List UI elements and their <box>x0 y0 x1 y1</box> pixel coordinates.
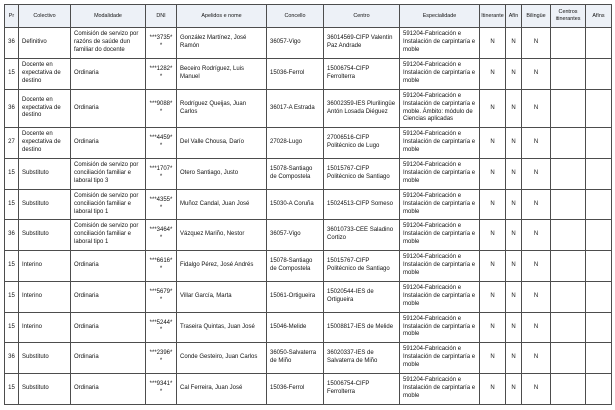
cell-modalidade: Ordinaria <box>71 312 146 343</box>
cell-centro: 15015767-CIFP Politécnico de Santiago <box>324 159 400 190</box>
cell-apelidos-e-nome: Del Valle Chousa, Darío <box>177 128 267 159</box>
cell-concello: 15061-Ortigueira <box>267 281 324 312</box>
table-row <box>5 58 612 89</box>
cell-concello: 15046-Melide <box>267 312 324 343</box>
cell-especialidade: 591204-Fabricación e Instalación de carpintaría e moble <box>400 374 480 405</box>
cell-dni: ***6616** <box>146 251 177 282</box>
table-row <box>5 189 612 220</box>
cell-especialidade: 591204-Fabricación e Instalación de carpintaría e moble <box>400 58 480 89</box>
cell-concello: 36057-Vigo <box>267 28 324 59</box>
cell-bilingue: N <box>522 89 551 128</box>
cell-dni: ***3735** <box>146 28 177 59</box>
cell-modalidade: Ordinaria <box>71 374 146 405</box>
cell-afin: N <box>506 281 522 312</box>
cell-pr: 15 <box>5 58 19 89</box>
cell-concello: 36050-Salvaterra de Miño <box>267 343 324 374</box>
cell-especialidade: 591204-Fabricación e Instalación de carpintaría e moble <box>400 28 480 59</box>
column-header-afin: Afín <box>506 5 522 28</box>
cell-centro: 15015767-CIFP Politécnico de Santiago <box>324 251 400 282</box>
cell-itinerante: N <box>480 28 506 59</box>
cell-colectivo: Interino <box>19 312 71 343</box>
table-body <box>5 28 612 405</box>
cell-centros-itinerantes <box>551 374 586 405</box>
column-header-centro: Centro <box>324 5 400 28</box>
cell-centros-itinerantes <box>551 189 586 220</box>
table-row <box>5 89 612 128</box>
cell-colectivo: Interino <box>19 251 71 282</box>
cell-colectivo: Docente en expectativa de destino <box>19 58 71 89</box>
cell-modalidade: Comisión de servizo por conciliación familiar e laboral tipo 1 <box>71 189 146 220</box>
cell-bilingue: N <box>522 281 551 312</box>
table-row <box>5 281 612 312</box>
header-row <box>5 5 612 28</box>
cell-afins <box>586 89 612 128</box>
column-header-concello: Concello <box>267 5 324 28</box>
cell-centros-itinerantes <box>551 343 586 374</box>
cell-pr: 15 <box>5 281 19 312</box>
cell-afin: N <box>506 89 522 128</box>
cell-modalidade: Ordinaria <box>71 89 146 128</box>
cell-afins <box>586 189 612 220</box>
cell-itinerante: N <box>480 128 506 159</box>
cell-especialidade: 591204-Fabricación e Instalación de carpintaría e moble <box>400 343 480 374</box>
cell-pr: 36 <box>5 89 19 128</box>
cell-afin: N <box>506 220 522 251</box>
cell-colectivo: Substituto <box>19 220 71 251</box>
table-row <box>5 343 612 374</box>
cell-centros-itinerantes <box>551 220 586 251</box>
cell-modalidade: Comisión de servizo por conciliación familiar e laboral tipo 1 <box>71 220 146 251</box>
cell-modalidade: Ordinaria <box>71 343 146 374</box>
column-header-itinerante: Itinerante <box>480 5 506 28</box>
cell-itinerante: N <box>480 189 506 220</box>
cell-bilingue: N <box>522 343 551 374</box>
cell-apelidos-e-nome: Beceiro Rodríguez, Luis Manuel <box>177 58 267 89</box>
column-header-centros-itinerantes: Centros itinerantes <box>551 5 586 28</box>
cell-itinerante: N <box>480 159 506 190</box>
cell-centros-itinerantes <box>551 312 586 343</box>
cell-pr: 36 <box>5 28 19 59</box>
cell-centros-itinerantes <box>551 128 586 159</box>
cell-itinerante: N <box>480 220 506 251</box>
cell-centro: 15006754-CIFP Ferrolterra <box>324 374 400 405</box>
cell-centro: 27006516-CIFP Politécnico de Lugo <box>324 128 400 159</box>
cell-centros-itinerantes <box>551 89 586 128</box>
cell-afin: N <box>506 374 522 405</box>
cell-pr: 15 <box>5 251 19 282</box>
cell-apelidos-e-nome: González Martínez, José Ramón <box>177 28 267 59</box>
cell-itinerante: N <box>480 281 506 312</box>
cell-afins <box>586 128 612 159</box>
cell-colectivo: Docente en expectativa de destino <box>19 128 71 159</box>
cell-pr: 15 <box>5 312 19 343</box>
cell-centro: 36002359-IES Plurilingüe Antón Losada Diéguez <box>324 89 400 128</box>
cell-especialidade: 591204-Fabricación e Instalación de carpintaría e moble. Ámbito: módulo de Ciencias aplicadas <box>400 89 480 128</box>
cell-centro: 36014569-CIFP Valentín Paz Andrade <box>324 28 400 59</box>
cell-concello: 15030-A Coruña <box>267 189 324 220</box>
cell-pr: 15 <box>5 189 19 220</box>
cell-concello: 36017-A Estrada <box>267 89 324 128</box>
cell-afin: N <box>506 159 522 190</box>
cell-concello: 15036-Ferrol <box>267 374 324 405</box>
cell-afin: N <box>506 128 522 159</box>
table-row <box>5 220 612 251</box>
table-row <box>5 159 612 190</box>
cell-dni: ***3464** <box>146 220 177 251</box>
column-header-apelidos-e-nome: Apelidos e nome <box>177 5 267 28</box>
cell-especialidade: 591204-Fabricación e Instalación de carpintaría e moble <box>400 220 480 251</box>
column-header-bilingue: Bilingüe <box>522 5 551 28</box>
cell-especialidade: 591204-Fabricación e Instalación de carpintaría e moble <box>400 189 480 220</box>
cell-especialidade: 591204-Fabricación e Instalación de carpintaría e moble <box>400 128 480 159</box>
cell-afins <box>586 220 612 251</box>
cell-dni: ***1707** <box>146 159 177 190</box>
cell-bilingue: N <box>522 189 551 220</box>
cell-centro: 15020544-IES de Ortigueira <box>324 281 400 312</box>
cell-afin: N <box>506 189 522 220</box>
table-row <box>5 28 612 59</box>
cell-concello: 15036-Ferrol <box>267 58 324 89</box>
cell-bilingue: N <box>522 251 551 282</box>
cell-dni: ***1282** <box>146 58 177 89</box>
column-header-afins: Afíns <box>586 5 612 28</box>
cell-centro: 15008817-IES de Melide <box>324 312 400 343</box>
cell-afin: N <box>506 251 522 282</box>
cell-especialidade: 591204-Fabricación e Instalación de carpintaría e moble <box>400 281 480 312</box>
cell-apelidos-e-nome: Villar García, Marta <box>177 281 267 312</box>
cell-apelidos-e-nome: Vázquez Mariño, Nestor <box>177 220 267 251</box>
cell-centros-itinerantes <box>551 159 586 190</box>
cell-centros-itinerantes <box>551 58 586 89</box>
cell-modalidade: Ordinaria <box>71 281 146 312</box>
column-header-modalidade: Modalidade <box>71 5 146 28</box>
cell-itinerante: N <box>480 58 506 89</box>
cell-dni: ***5679** <box>146 281 177 312</box>
cell-afins <box>586 281 612 312</box>
cell-concello: 27028-Lugo <box>267 128 324 159</box>
cell-dni: ***4459** <box>146 128 177 159</box>
cell-pr: 27 <box>5 128 19 159</box>
cell-afin: N <box>506 28 522 59</box>
cell-bilingue: N <box>522 312 551 343</box>
cell-afins <box>586 28 612 59</box>
cell-apelidos-e-nome: Muñoz Candal, Juan José <box>177 189 267 220</box>
cell-centros-itinerantes <box>551 251 586 282</box>
cell-dni: ***2396** <box>146 343 177 374</box>
cell-itinerante: N <box>480 251 506 282</box>
cell-dni: ***9088** <box>146 89 177 128</box>
cell-afins <box>586 374 612 405</box>
cell-afins <box>586 343 612 374</box>
table-row <box>5 312 612 343</box>
table-header <box>5 5 612 28</box>
cell-modalidade: Ordinaria <box>71 128 146 159</box>
cell-centro: 36020337-IES de Salvaterra de Miño <box>324 343 400 374</box>
cell-bilingue: N <box>522 374 551 405</box>
cell-apelidos-e-nome: Fidalgo Pérez, José Andrés <box>177 251 267 282</box>
cell-apelidos-e-nome: Cal Ferreira, Juan José <box>177 374 267 405</box>
cell-afins <box>586 159 612 190</box>
assignments-table <box>4 4 612 405</box>
cell-afin: N <box>506 312 522 343</box>
cell-colectivo: Substituto <box>19 159 71 190</box>
column-header-pr: Pr <box>5 5 19 28</box>
cell-modalidade: Comisión de servizo por conciliación familiar e laboral tipo 3 <box>71 159 146 190</box>
cell-bilingue: N <box>522 159 551 190</box>
cell-afins <box>586 312 612 343</box>
cell-colectivo: Definitivo <box>19 28 71 59</box>
cell-bilingue: N <box>522 128 551 159</box>
cell-centro: 15024513-CIFP Someso <box>324 189 400 220</box>
table-row <box>5 374 612 405</box>
cell-apelidos-e-nome: Conde Gesteiro, Juan Carlos <box>177 343 267 374</box>
cell-especialidade: 591204-Fabricación e Instalación de carpintaría e moble <box>400 159 480 190</box>
cell-pr: 36 <box>5 220 19 251</box>
cell-itinerante: N <box>480 89 506 128</box>
cell-pr: 15 <box>5 374 19 405</box>
cell-afins <box>586 251 612 282</box>
table-row <box>5 251 612 282</box>
cell-modalidade: Ordinaria <box>71 251 146 282</box>
cell-apelidos-e-nome: Otero Santiago, Justo <box>177 159 267 190</box>
cell-bilingue: N <box>522 220 551 251</box>
cell-colectivo: Substituto <box>19 374 71 405</box>
cell-centros-itinerantes <box>551 28 586 59</box>
cell-afin: N <box>506 58 522 89</box>
cell-colectivo: Docente en expectativa de destino <box>19 89 71 128</box>
cell-itinerante: N <box>480 343 506 374</box>
cell-pr: 36 <box>5 343 19 374</box>
cell-dni: ***4355** <box>146 189 177 220</box>
cell-apelidos-e-nome: Traseira Quintas, Juan José <box>177 312 267 343</box>
cell-modalidade: Ordinaria <box>71 58 146 89</box>
cell-apelidos-e-nome: Rodríguez Queijas, Juan Carlos <box>177 89 267 128</box>
cell-dni: ***9341** <box>146 374 177 405</box>
table-row <box>5 128 612 159</box>
cell-colectivo: Substituto <box>19 189 71 220</box>
cell-concello: 15078-Santiago de Compostela <box>267 251 324 282</box>
cell-especialidade: 591204-Fabricación e Instalación de carpintaría e moble <box>400 312 480 343</box>
cell-concello: 36057-Vigo <box>267 220 324 251</box>
cell-pr: 15 <box>5 159 19 190</box>
cell-centro: 15006754-CIFP Ferrolterra <box>324 58 400 89</box>
cell-centro: 36010733-CEE Saladino Cortizo <box>324 220 400 251</box>
column-header-dni: DNI <box>146 5 177 28</box>
cell-concello: 15078-Santiago de Compostela <box>267 159 324 190</box>
cell-especialidade: 591204-Fabricación e Instalación de carpintaría e moble <box>400 251 480 282</box>
cell-centros-itinerantes <box>551 281 586 312</box>
cell-colectivo: Interino <box>19 281 71 312</box>
cell-itinerante: N <box>480 312 506 343</box>
cell-bilingue: N <box>522 58 551 89</box>
cell-bilingue: N <box>522 28 551 59</box>
cell-afins <box>586 58 612 89</box>
column-header-colectivo: Colectivo <box>19 5 71 28</box>
cell-afin: N <box>506 343 522 374</box>
cell-modalidade: Comisión de servizo por razóns de saúde dun familiar do docente <box>71 28 146 59</box>
column-header-especialidade: Especialidade <box>400 5 480 28</box>
cell-itinerante: N <box>480 374 506 405</box>
cell-dni: ***5244** <box>146 312 177 343</box>
cell-colectivo: Substituto <box>19 343 71 374</box>
